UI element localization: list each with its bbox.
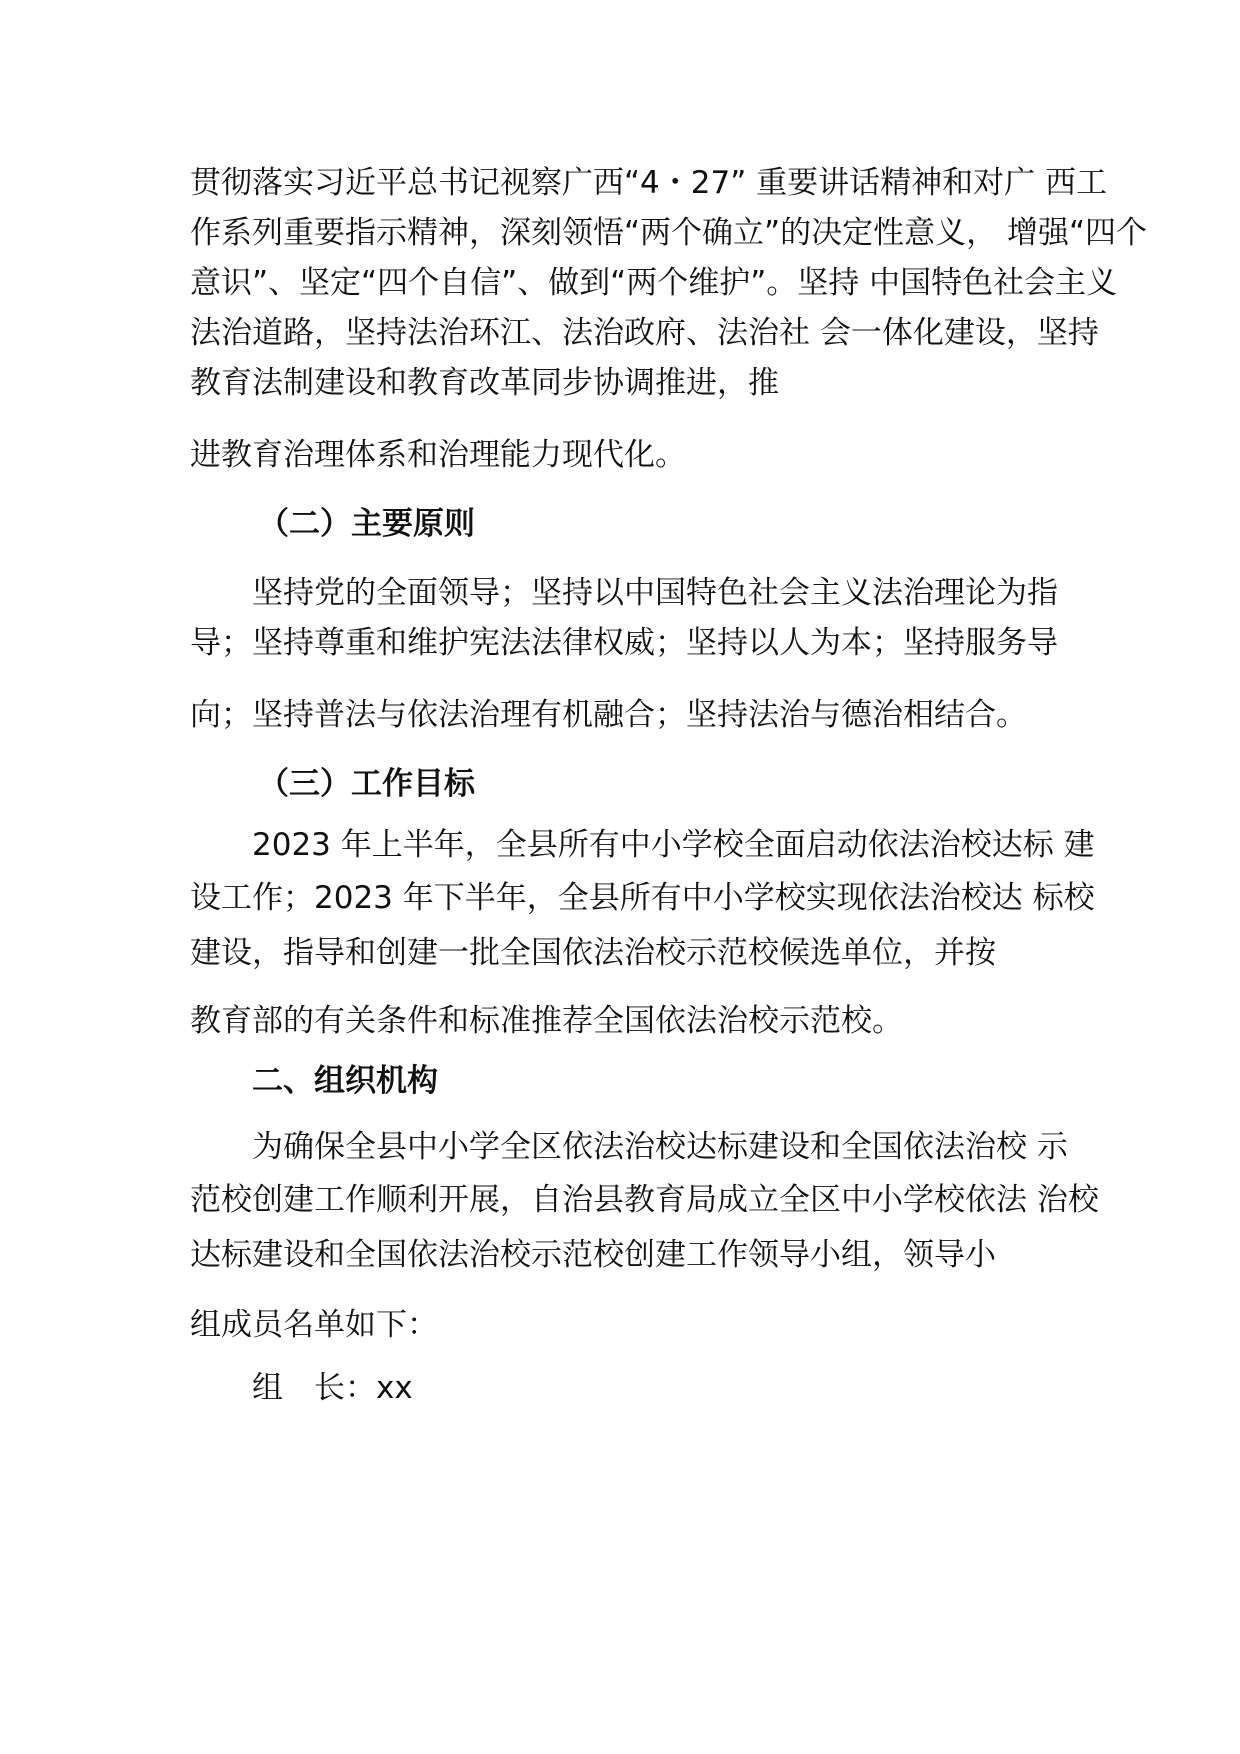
body-text-line: 组成员名单如下： <box>190 1307 438 1343</box>
body-text-line: 2023 年上半年，全县所有中小学校全面启动依法治校达标 建 <box>252 827 1095 863</box>
body-text-line: 教育法制建设和教育改革同步协调推进，推 <box>190 365 779 401</box>
body-text-line: 设工作；2023 年下半年，全县所有中小学校实现依法治校达 标校 <box>190 880 1095 916</box>
body-text-line: 贯彻落实习近平总书记视察广西“4・27” 重要讲话精神和对广 西工 <box>190 165 1107 201</box>
body-text-line: 组 长：xx <box>252 1370 413 1406</box>
section-heading: （二）主要原则 <box>258 506 475 542</box>
body-text-line: 为确保全县中小学全区依法治校达标建设和全国依法治校 示 <box>252 1129 1068 1165</box>
body-text-line: 教育部的有关条件和标准推荐全国依法治校示范校。 <box>190 1003 903 1039</box>
section-heading: （三）工作目标 <box>258 766 475 802</box>
body-text-line: 进教育治理体系和治理能力现代化。 <box>190 437 686 473</box>
body-text-line: 范校创建工作顺利开展，自治县教育局成立全区中小学校依法 治校 <box>190 1182 1099 1218</box>
body-text-line: 意识”、坚定“四个自信”、做到“两个维护”。坚持 中国特色社会主义 <box>190 265 1118 301</box>
body-text-line: 法治道路，坚持法治环江、法治政府、法治社 会一体化建设，坚持 <box>190 315 1099 351</box>
body-text-line: 建设，指导和创建一批全国依法治校示范校候选单位，并按 <box>190 935 996 971</box>
body-text-line: 导；坚持尊重和维护宪法法律权威；坚持以人为本；坚持服务导 <box>190 625 1058 661</box>
chapter-heading: 二、组织机构 <box>252 1063 438 1099</box>
body-text-line: 作系列重要指示精神，深刻领悟“两个确立”的决定性意义， 增强“四个 <box>190 215 1148 251</box>
body-text-line: 向；坚持普法与依法治理有机融合；坚持法治与德治相结合。 <box>190 697 1027 733</box>
body-text-line: 达标建设和全国依法治校示范校创建工作领导小组，领导小 <box>190 1237 996 1273</box>
body-text-line: 坚持党的全面领导；坚持以中国特色社会主义法治理论为指 <box>252 575 1058 611</box>
